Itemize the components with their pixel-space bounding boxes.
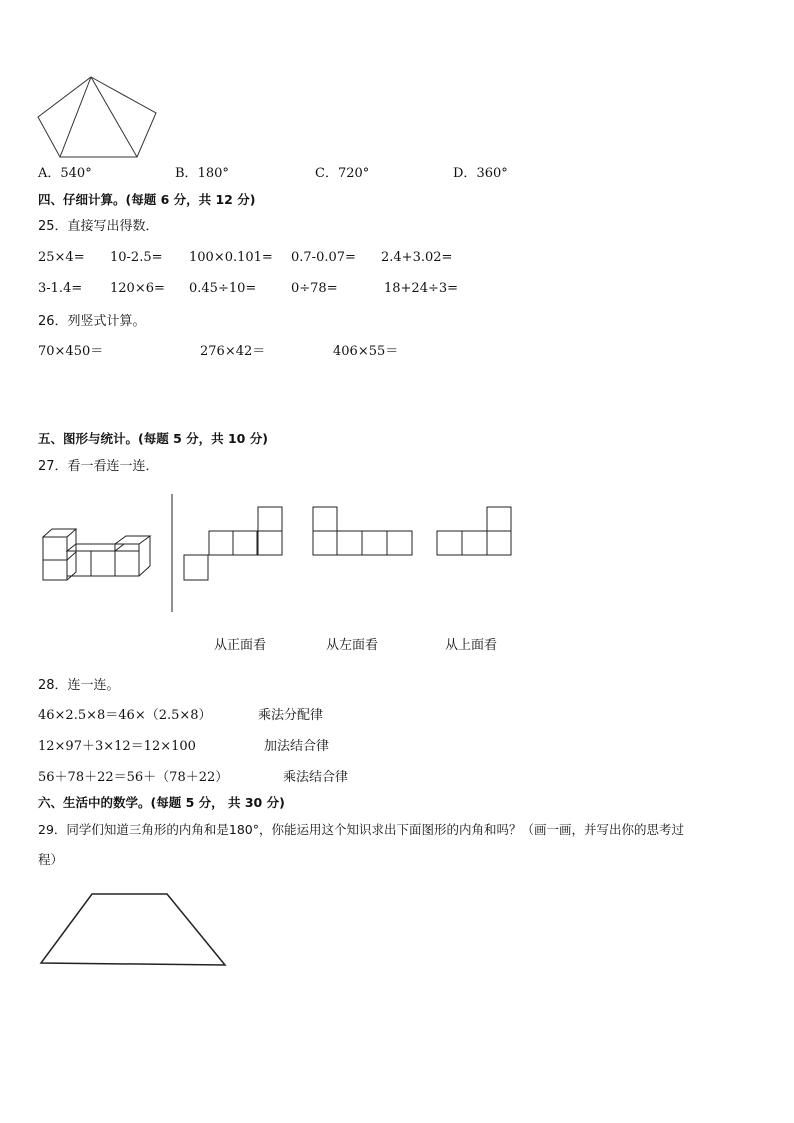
question-text: 29．同学们知道三角形的内角和是180°，你能运用这个知识求出下面图形的内角和吗？（画一画，并写出你的思考过 <box>38 822 685 837</box>
option-b: B．180° <box>175 166 229 181</box>
equation-item: 12×97＋3×12＝12×100 <box>38 739 196 754</box>
option-c: C．720° <box>315 166 370 181</box>
law-item: 加法结合律 <box>264 739 330 754</box>
vertical-calc-item: 276×42＝ <box>200 344 266 359</box>
law-item: 乘法分配律 <box>258 708 324 723</box>
question-title: 25．直接写出得数． <box>38 219 159 234</box>
calc-item: 0.45÷10= <box>189 281 257 296</box>
calc-item: 10-2.5= <box>110 250 163 265</box>
calc-item: 120×6= <box>110 281 165 296</box>
equation-item: 56＋78＋22＝56＋（78＋22） <box>38 770 229 785</box>
question-title: 28．连一连。 <box>38 678 120 693</box>
calc-item: 3-1.4= <box>38 281 83 296</box>
section-heading: 五、图形与统计。(每题 5 分，共 10 分) <box>38 431 268 446</box>
question-text-continued: 程） <box>38 852 64 867</box>
equation-item: 46×2.5×8＝46×（2.5×8） <box>38 708 212 723</box>
calc-item: 0.7-0.07= <box>291 250 356 265</box>
view-label-top: 从上面看 <box>445 638 498 653</box>
calc-item: 0÷78= <box>291 281 338 296</box>
calc-item: 25×4= <box>38 250 85 265</box>
calc-item: 2.4+3.02= <box>381 250 453 265</box>
calc-item: 100×0.101= <box>189 250 273 265</box>
law-item: 乘法结合律 <box>283 770 349 785</box>
question-title: 27．看一看连一连． <box>38 459 159 474</box>
option-a: A．540° <box>38 166 92 181</box>
calc-item: 18+24÷3= <box>384 281 459 296</box>
view-label-front: 从正面看 <box>214 638 267 653</box>
view-label-left: 从左面看 <box>326 638 379 653</box>
section-heading: 六、生活中的数学。(每题 5 分， 共 30 分) <box>38 795 285 810</box>
vertical-calc-item: 70×450＝ <box>38 344 104 359</box>
question-title: 26．列竖式计算。 <box>38 314 146 329</box>
vertical-calc-item: 406×55＝ <box>333 344 399 359</box>
option-d: D．360° <box>453 166 508 181</box>
section-heading: 四、仔细计算。(每题 6 分，共 12 分) <box>38 192 256 207</box>
trapezoid-outline <box>41 894 225 965</box>
